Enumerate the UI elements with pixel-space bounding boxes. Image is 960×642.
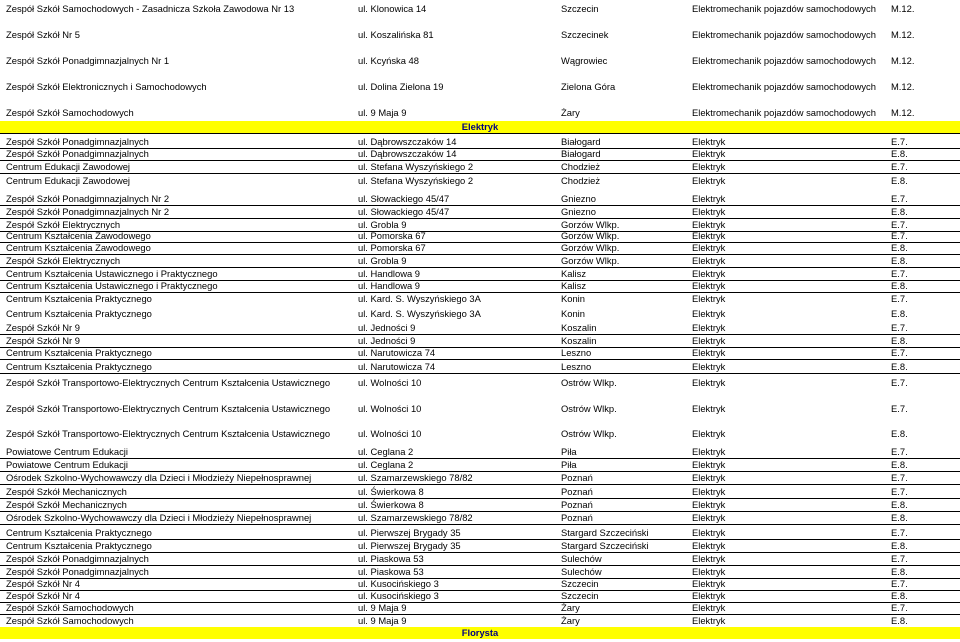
table-row xyxy=(0,361,960,374)
cell-school: Zespół Szkół Ponadgimnazjalnych xyxy=(6,136,149,147)
cell-school: Zespół Szkół Elektrycznych xyxy=(6,219,121,230)
cell-address: ul. Piaskowa 53 xyxy=(358,566,424,577)
cell-address: ul. Klonowica 14 xyxy=(358,3,427,14)
cell-school: Centrum Edukacji Zawodowej xyxy=(6,175,131,186)
cell-school: Zespół Szkół Ponadgimnazjalnych Nr 2 xyxy=(6,206,170,217)
cell-profession: Elektryk xyxy=(692,206,726,217)
cell-code: E.8. xyxy=(891,255,908,266)
cell-address: ul. Wolności 10 xyxy=(358,377,422,388)
cell-school: Zespół Szkół Nr 4 xyxy=(6,578,80,589)
cell-code: E.8. xyxy=(891,615,908,626)
cell-profession: Elektryk xyxy=(692,136,726,147)
cell-code: E.7. xyxy=(891,347,908,358)
cell-profession: Elektryk xyxy=(692,540,726,551)
table-row xyxy=(0,602,960,615)
cell-code: M.12. xyxy=(891,55,915,66)
cell-profession: Elektryk xyxy=(692,459,726,470)
cell-address: ul. Pomorska 67 xyxy=(358,242,426,253)
table-row xyxy=(0,403,960,415)
cell-city: Piła xyxy=(561,446,577,457)
cell-school: Powiatowe Centrum Edukacji xyxy=(6,459,128,470)
cell-profession: Elektryk xyxy=(692,308,726,319)
cell-code: E.7. xyxy=(891,578,908,589)
cell-profession: Elektromechanik pojazdów samochodowych xyxy=(692,55,876,66)
cell-address: ul. Jedności 9 xyxy=(358,322,416,333)
cell-city: Poznań xyxy=(561,486,593,497)
cell-address: ul. Dąbrowszczaków 14 xyxy=(358,136,457,147)
cell-address: ul. Kusocińskiego 3 xyxy=(358,578,439,589)
cell-profession: Elektromechanik pojazdów samochodowych xyxy=(692,107,876,118)
cell-address: ul. Piaskowa 53 xyxy=(358,553,424,564)
cell-profession: Elektryk xyxy=(692,578,726,589)
cell-school: Zespół Szkół Ponadgimnazjalnych xyxy=(6,148,149,159)
cell-city: Leszno xyxy=(561,361,592,372)
cell-city: Gorzów Wlkp. xyxy=(561,230,620,241)
cell-address: ul. Pierwszej Brygady 35 xyxy=(358,527,461,538)
cell-school: Zespół Szkół Transportowo-Elektrycznych Centrum Kształcenia Ustawicznego xyxy=(6,377,331,388)
cell-city: Konin xyxy=(561,293,585,304)
cell-profession: Elektryk xyxy=(692,219,726,230)
cell-address: ul. Pierwszej Brygady 35 xyxy=(358,540,461,551)
cell-city: Konin xyxy=(561,308,585,319)
cell-address: ul. Pomorska 67 xyxy=(358,230,426,241)
table-row xyxy=(0,512,960,525)
table-row xyxy=(0,107,960,119)
cell-profession: Elektryk xyxy=(692,347,726,358)
cell-school: Zespół Szkół Elektronicznych i Samochodowych xyxy=(6,81,207,92)
cell-city: Kalisz xyxy=(561,268,587,279)
cell-profession: Elektryk xyxy=(692,499,726,510)
table-row xyxy=(0,193,960,206)
cell-city: Wągrowiec xyxy=(561,55,608,66)
cell-address: ul. Grobla 9 xyxy=(358,219,407,230)
cell-code: E.7. xyxy=(891,161,908,172)
table-row xyxy=(0,55,960,67)
cell-profession: Elektryk xyxy=(692,148,726,159)
cell-profession: Elektryk xyxy=(692,602,726,613)
table-row xyxy=(0,527,960,540)
cell-profession: Elektromechanik pojazdów samochodowych xyxy=(692,3,876,14)
cell-city: Szczecin xyxy=(561,590,599,601)
cell-code: E.7. xyxy=(891,553,908,564)
cell-profession: Elektryk xyxy=(692,193,726,204)
cell-city: Stargard Szczeciński xyxy=(561,527,649,538)
cell-school: Zespół Szkół Ponadgimnazjalnych Nr 2 xyxy=(6,193,170,204)
table-row xyxy=(0,472,960,485)
cell-city: Ostrów Wlkp. xyxy=(561,377,617,388)
cell-code: M.12. xyxy=(891,3,915,14)
cell-school: Centrum Kształcenia Zawodowego xyxy=(6,230,151,241)
cell-city: Białogard xyxy=(561,136,601,147)
cell-profession: Elektryk xyxy=(692,161,726,172)
cell-code: E.7. xyxy=(891,230,908,241)
cell-code: E.7. xyxy=(891,293,908,304)
cell-address: ul. Szamarzewskiego 78/82 xyxy=(358,472,473,483)
cell-school: Zespół Szkół Ponadgimnazjalnych Nr 1 xyxy=(6,55,170,66)
table-row xyxy=(0,148,960,161)
cell-code: E.7. xyxy=(891,219,908,230)
cell-school: Zespół Szkół Elektrycznych xyxy=(6,255,121,266)
cell-city: Białogard xyxy=(561,148,601,159)
cell-code: E.8. xyxy=(891,335,908,346)
cell-city: Gorzów Wlkp. xyxy=(561,219,620,230)
cell-city: Gorzów Wlkp. xyxy=(561,242,620,253)
cell-profession: Elektryk xyxy=(692,553,726,564)
cell-school: Zespół Szkół Nr 9 xyxy=(6,335,80,346)
table-row xyxy=(0,81,960,93)
cell-profession: Elektryk xyxy=(692,428,726,439)
cell-school: Zespół Szkół Mechanicznych xyxy=(6,486,127,497)
cell-city: Stargard Szczeciński xyxy=(561,540,649,551)
table-row xyxy=(0,280,960,293)
table-row xyxy=(0,459,960,472)
cell-code: M.12. xyxy=(891,107,915,118)
cell-school: Centrum Kształcenia Praktycznego xyxy=(6,347,152,358)
cell-code: E.7. xyxy=(891,193,908,204)
cell-city: Poznań xyxy=(561,472,593,483)
cell-city: Poznań xyxy=(561,512,593,523)
cell-profession: Elektryk xyxy=(692,446,726,457)
cell-address: ul. 9 Maja 9 xyxy=(358,615,407,626)
cell-profession: Elektryk xyxy=(692,615,726,626)
cell-address: ul. Świerkowa 8 xyxy=(358,486,424,497)
cell-profession: Elektryk xyxy=(692,268,726,279)
cell-school: Zespół Szkół Transportowo-Elektrycznych Centrum Kształcenia Ustawicznego xyxy=(6,428,331,439)
cell-code: E.8. xyxy=(891,242,908,253)
cell-address: ul. Słowackiego 45/47 xyxy=(358,206,450,217)
cell-city: Sulechów xyxy=(561,553,602,564)
cell-code: E.8. xyxy=(891,540,908,551)
cell-address: ul. 9 Maja 9 xyxy=(358,602,407,613)
cell-code: M.12. xyxy=(891,81,915,92)
cell-address: ul. Wolności 10 xyxy=(358,428,422,439)
cell-code: E.8. xyxy=(891,428,908,439)
table-row xyxy=(0,161,960,174)
table-row xyxy=(0,175,960,187)
cell-code: E.7. xyxy=(891,472,908,483)
cell-city: Ostrów Wlkp. xyxy=(561,403,617,414)
cell-address: ul. 9 Maja 9 xyxy=(358,107,407,118)
cell-profession: Elektryk xyxy=(692,403,726,414)
cell-profession: Elektryk xyxy=(692,255,726,266)
cell-city: Chodzież xyxy=(561,161,601,172)
cell-city: Gorzów Wlkp. xyxy=(561,255,620,266)
cell-school: Zespół Szkół Nr 9 xyxy=(6,322,80,333)
cell-city: Chodzież xyxy=(561,175,601,186)
cell-address: ul. Słowackiego 45/47 xyxy=(358,193,450,204)
cell-profession: Elektryk xyxy=(692,361,726,372)
cell-code: E.8. xyxy=(891,148,908,159)
cell-city: Zielona Góra xyxy=(561,81,616,92)
cell-code: E.8. xyxy=(891,499,908,510)
cell-city: Żary xyxy=(561,107,580,118)
cell-code: E.7. xyxy=(891,527,908,538)
cell-profession: Elektryk xyxy=(692,293,726,304)
cell-school: Zespół Szkół Samochodowych - Zasadnicza Szkoła Zawodowa Nr 13 xyxy=(6,3,295,14)
cell-code: E.7. xyxy=(891,403,908,414)
cell-school: Zespół Szkół Ponadgimnazjalnych xyxy=(6,566,149,577)
table-row xyxy=(0,486,960,499)
cell-address: ul. Narutowicza 74 xyxy=(358,361,436,372)
cell-profession: Elektryk xyxy=(692,322,726,333)
cell-profession: Elektryk xyxy=(692,280,726,291)
cell-profession: Elektryk xyxy=(692,230,726,241)
cell-address: ul. Narutowicza 74 xyxy=(358,347,436,358)
cell-school: Zespół Szkół Samochodowych xyxy=(6,107,134,118)
table-row xyxy=(0,499,960,512)
cell-city: Leszno xyxy=(561,347,592,358)
cell-address: ul. Stefana Wyszyńskiego 2 xyxy=(358,161,474,172)
cell-city: Gniezno xyxy=(561,193,596,204)
cell-code: E.7. xyxy=(891,377,908,388)
cell-school: Centrum Kształcenia Praktycznego xyxy=(6,540,152,551)
cell-profession: Elektryk xyxy=(692,377,726,388)
table-row xyxy=(0,293,960,305)
cell-city: Sulechów xyxy=(561,566,602,577)
cell-address: ul. Ceglana 2 xyxy=(358,446,414,457)
cell-code: E.7. xyxy=(891,136,908,147)
cell-profession: Elektromechanik pojazdów samochodowych xyxy=(692,81,876,92)
cell-city: Poznań xyxy=(561,499,593,510)
cell-code: E.7. xyxy=(891,446,908,457)
cell-profession: Elektryk xyxy=(692,175,726,186)
cell-address: ul. Handlowa 9 xyxy=(358,280,421,291)
table-row xyxy=(0,206,960,219)
cell-profession: Elektryk xyxy=(692,335,726,346)
cell-address: ul. Jedności 9 xyxy=(358,335,416,346)
cell-code: E.7. xyxy=(891,486,908,497)
cell-address: ul. Ceglana 2 xyxy=(358,459,414,470)
table-row xyxy=(0,242,960,255)
cell-address: ul. Kusocińskiego 3 xyxy=(358,590,439,601)
cell-school: Zespół Szkół Transportowo-Elektrycznych Centrum Kształcenia Ustawicznego xyxy=(6,403,331,414)
cell-profession: Elektryk xyxy=(692,472,726,483)
cell-address: ul. Dolina Zielona 19 xyxy=(358,81,444,92)
cell-code: E.8. xyxy=(891,308,908,319)
cell-address: ul. Kard. S. Wyszyńskiego 3A xyxy=(358,308,481,319)
cell-address: ul. Koszalińska 81 xyxy=(358,29,434,40)
cell-school: Centrum Kształcenia Praktycznego xyxy=(6,361,152,372)
cell-address: ul. Świerkowa 8 xyxy=(358,499,424,510)
cell-code: E.8. xyxy=(891,280,908,291)
table-row xyxy=(0,446,960,459)
cell-school: Centrum Edukacji Zawodowej xyxy=(6,161,131,172)
cell-profession: Elektryk xyxy=(692,527,726,538)
cell-city: Szczecin xyxy=(561,3,599,14)
cell-profession: Elektryk xyxy=(692,512,726,523)
cell-profession: Elektryk xyxy=(692,590,726,601)
table-row xyxy=(0,377,960,389)
cell-address: ul. Kcyńska 48 xyxy=(358,55,419,66)
cell-school: Zespół Szkół Ponadgimnazjalnych xyxy=(6,553,149,564)
cell-school: Centrum Kształcenia Ustawicznego i Praktycznego xyxy=(6,280,218,291)
cell-address: ul. Wolności 10 xyxy=(358,403,422,414)
cell-address: ul. Kard. S. Wyszyńskiego 3A xyxy=(358,293,481,304)
cell-code: E.8. xyxy=(891,361,908,372)
cell-school: Zespół Szkół Samochodowych xyxy=(6,602,134,613)
cell-code: E.7. xyxy=(891,602,908,613)
cell-school: Centrum Kształcenia Praktycznego xyxy=(6,308,152,319)
cell-profession: Elektryk xyxy=(692,486,726,497)
cell-city: Żary xyxy=(561,615,580,626)
cell-address: ul. Handlowa 9 xyxy=(358,268,421,279)
cell-school: Zespół Szkół Nr 5 xyxy=(6,29,80,40)
cell-city: Szczecin xyxy=(561,578,599,589)
cell-school: Centrum Kształcenia Ustawicznego i Praktycznego xyxy=(6,268,218,279)
cell-city: Piła xyxy=(561,459,577,470)
table-row xyxy=(0,3,960,15)
cell-code: E.8. xyxy=(891,175,908,186)
cell-city: Żary xyxy=(561,602,580,613)
cell-code: E.8. xyxy=(891,459,908,470)
cell-city: Szczecinek xyxy=(561,29,609,40)
cell-address: ul. Szamarzewskiego 78/82 xyxy=(358,512,473,523)
cell-school: Centrum Kształcenia Praktycznego xyxy=(6,527,152,538)
cell-profession: Elektryk xyxy=(692,566,726,577)
table-row xyxy=(0,255,960,268)
cell-city: Ostrów Wlkp. xyxy=(561,428,617,439)
cell-school: Zespół Szkół Nr 4 xyxy=(6,590,80,601)
cell-city: Koszalin xyxy=(561,322,597,333)
cell-school: Centrum Kształcenia Praktycznego xyxy=(6,293,152,304)
cell-address: ul. Grobla 9 xyxy=(358,255,407,266)
section-header: Elektryk xyxy=(0,121,960,134)
cell-code: E.8. xyxy=(891,512,908,523)
cell-code: E.8. xyxy=(891,206,908,217)
cell-address: ul. Stefana Wyszyńskiego 2 xyxy=(358,175,474,186)
cell-school: Powiatowe Centrum Edukacji xyxy=(6,446,128,457)
table-row xyxy=(0,322,960,335)
cell-profession: Elektryk xyxy=(692,242,726,253)
cell-school: Zespół Szkół Samochodowych xyxy=(6,615,134,626)
table-row xyxy=(0,29,960,41)
section-header: Florysta xyxy=(0,627,960,639)
cell-code: E.7. xyxy=(891,322,908,333)
cell-code: E.8. xyxy=(891,566,908,577)
cell-school: Centrum Kształcenia Zawodowego xyxy=(6,242,151,253)
cell-school: Ośrodek Szkolno-Wychowawczy dla Dzieci i Młodzieży Niepełnosprawnej xyxy=(6,512,312,523)
cell-school: Ośrodek Szkolno-Wychowawczy dla Dzieci i Młodzieży Niepełnosprawnej xyxy=(6,472,312,483)
cell-city: Kalisz xyxy=(561,280,587,291)
cell-code: E.8. xyxy=(891,590,908,601)
cell-code: E.7. xyxy=(891,268,908,279)
table-row xyxy=(0,428,960,440)
cell-profession: Elektromechanik pojazdów samochodowych xyxy=(692,29,876,40)
cell-city: Koszalin xyxy=(561,335,597,346)
cell-school: Zespół Szkół Mechanicznych xyxy=(6,499,127,510)
cell-address: ul. Dąbrowszczaków 14 xyxy=(358,148,457,159)
cell-code: M.12. xyxy=(891,29,915,40)
table-row xyxy=(0,553,960,566)
table-row xyxy=(0,540,960,553)
cell-city: Gniezno xyxy=(561,206,596,217)
table-row xyxy=(0,308,960,320)
table-row xyxy=(0,347,960,360)
